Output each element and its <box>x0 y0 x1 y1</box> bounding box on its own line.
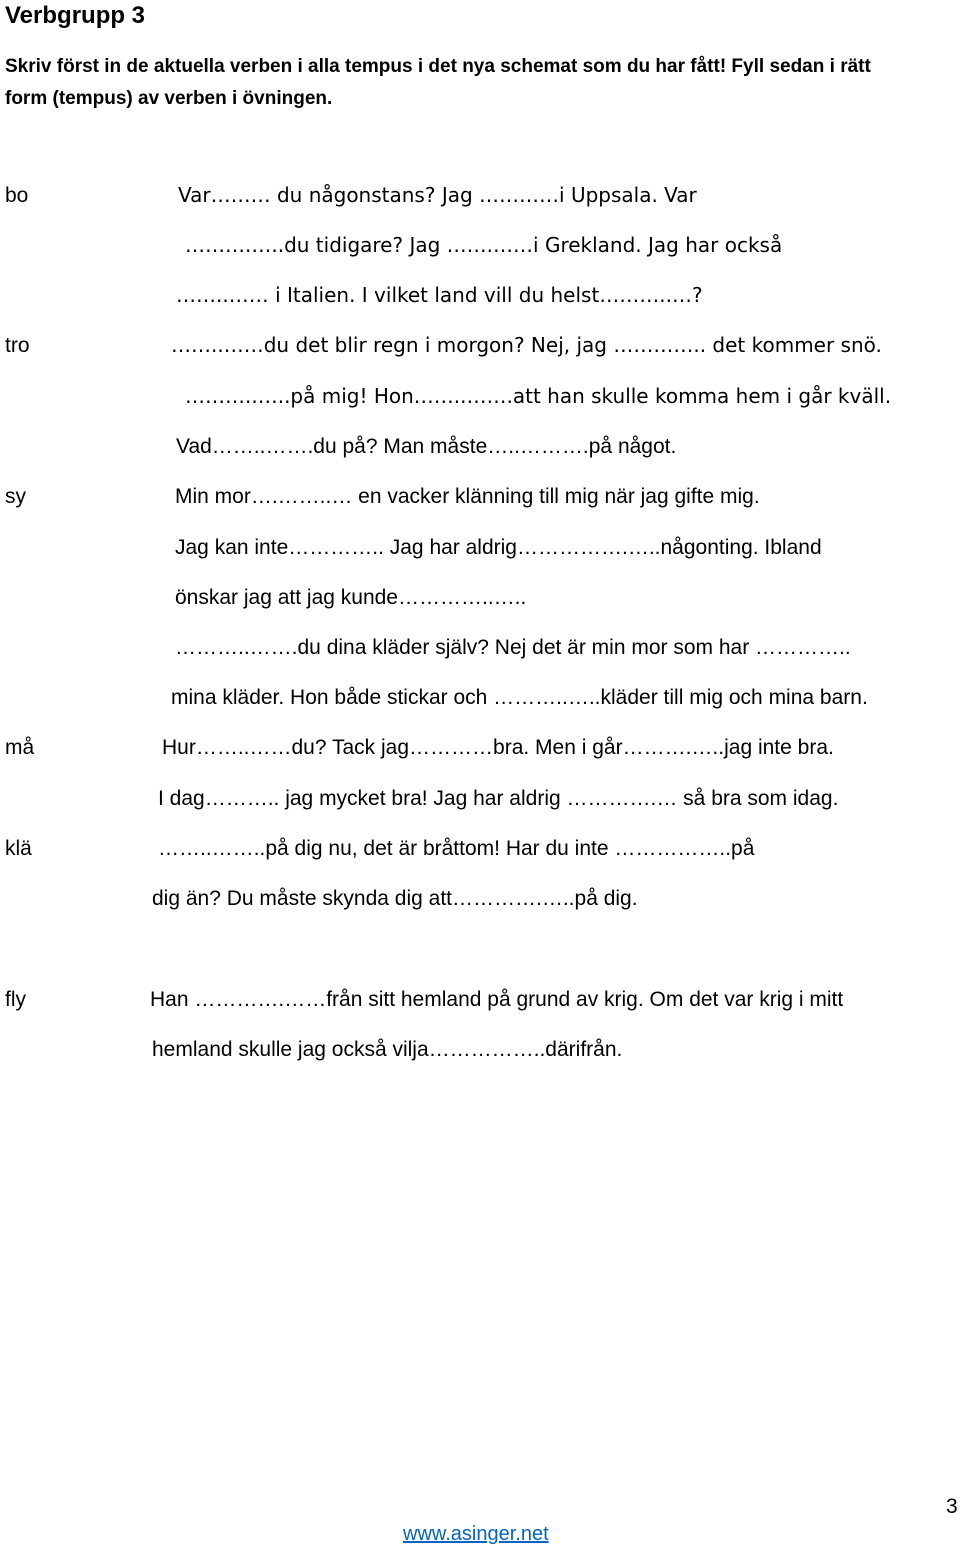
exercise-line: ………..…….du dina kläder själv? Nej det är min mor som har ………….. <box>175 636 851 659</box>
exercise-line: Jag kan inte………….. Jag har aldrig…………….…..någonting. Ibland <box>175 536 822 559</box>
verb-label-fly: fly <box>5 988 26 1011</box>
exercise-line: Var……… du någonstans? Jag …………i Uppsala. Var <box>178 183 697 207</box>
exercise-line: mina kläder. Hon både stickar och ………..…..kläder till mig och mina barn. <box>171 686 868 709</box>
exercise-line: hemland skulle jag också vilja……………..därifrån. <box>152 1038 623 1061</box>
exercise-line: Min mor….……..… en vacker klänning till mig när jag gifte mig. <box>175 485 760 508</box>
footer-link[interactable]: www.asinger.net <box>403 1523 549 1545</box>
page-number: 3 <box>946 1495 958 1518</box>
exercise-line: Vad……..…….du på? Man måste…..……….på något. <box>176 435 677 458</box>
verb-label-kla: klä <box>5 837 32 860</box>
exercise-line: I dag……….. jag mycket bra! Jag har aldrig ………….… så bra som idag. <box>158 787 839 810</box>
page-title: Verbgrupp 3 <box>5 2 146 29</box>
verb-label-tro: tro <box>5 334 30 357</box>
exercise-line: ……..……..på dig nu, det är bråttom! Har du inte ……………..på <box>158 837 755 860</box>
exercise-line: ……..…… i Italien. I vilket land vill du helst………..…? <box>176 283 703 307</box>
exercise-line: dig än? Du måste skynda dig att………….…..på dig. <box>152 887 638 910</box>
exercise-line: Han ………….……från sitt hemland på grund av krig. Om det var krig i mitt <box>150 988 844 1011</box>
verb-label-ma: må <box>5 736 35 759</box>
verb-label-sy: sy <box>5 485 26 508</box>
instruction-line: Skriv först in de aktuella verben i alla tempus i det nya schemat som du har fått! Fyll sedan i rätt <box>5 56 871 77</box>
verb-label-bo: bo <box>5 184 29 207</box>
exercise-line: Hur……..……du? Tack jag…………bra. Men i går……….…..jag inte bra. <box>162 736 834 759</box>
exercise-line: ……..……du det blir regn i morgon? Nej, jag ………….. det kommer snö. <box>171 333 882 357</box>
exercise-line: ………..…..på mig! Hon……..…….att han skulle komma hem i går kväll. <box>185 384 892 408</box>
exercise-line: ……….…..du tidigare? Jag …….……i Grekland. Jag har också <box>185 233 783 257</box>
instruction-line: form (tempus) av verben i övningen. <box>5 88 333 109</box>
exercise-line: önskar jag att jag kunde…………..….. <box>175 586 527 609</box>
